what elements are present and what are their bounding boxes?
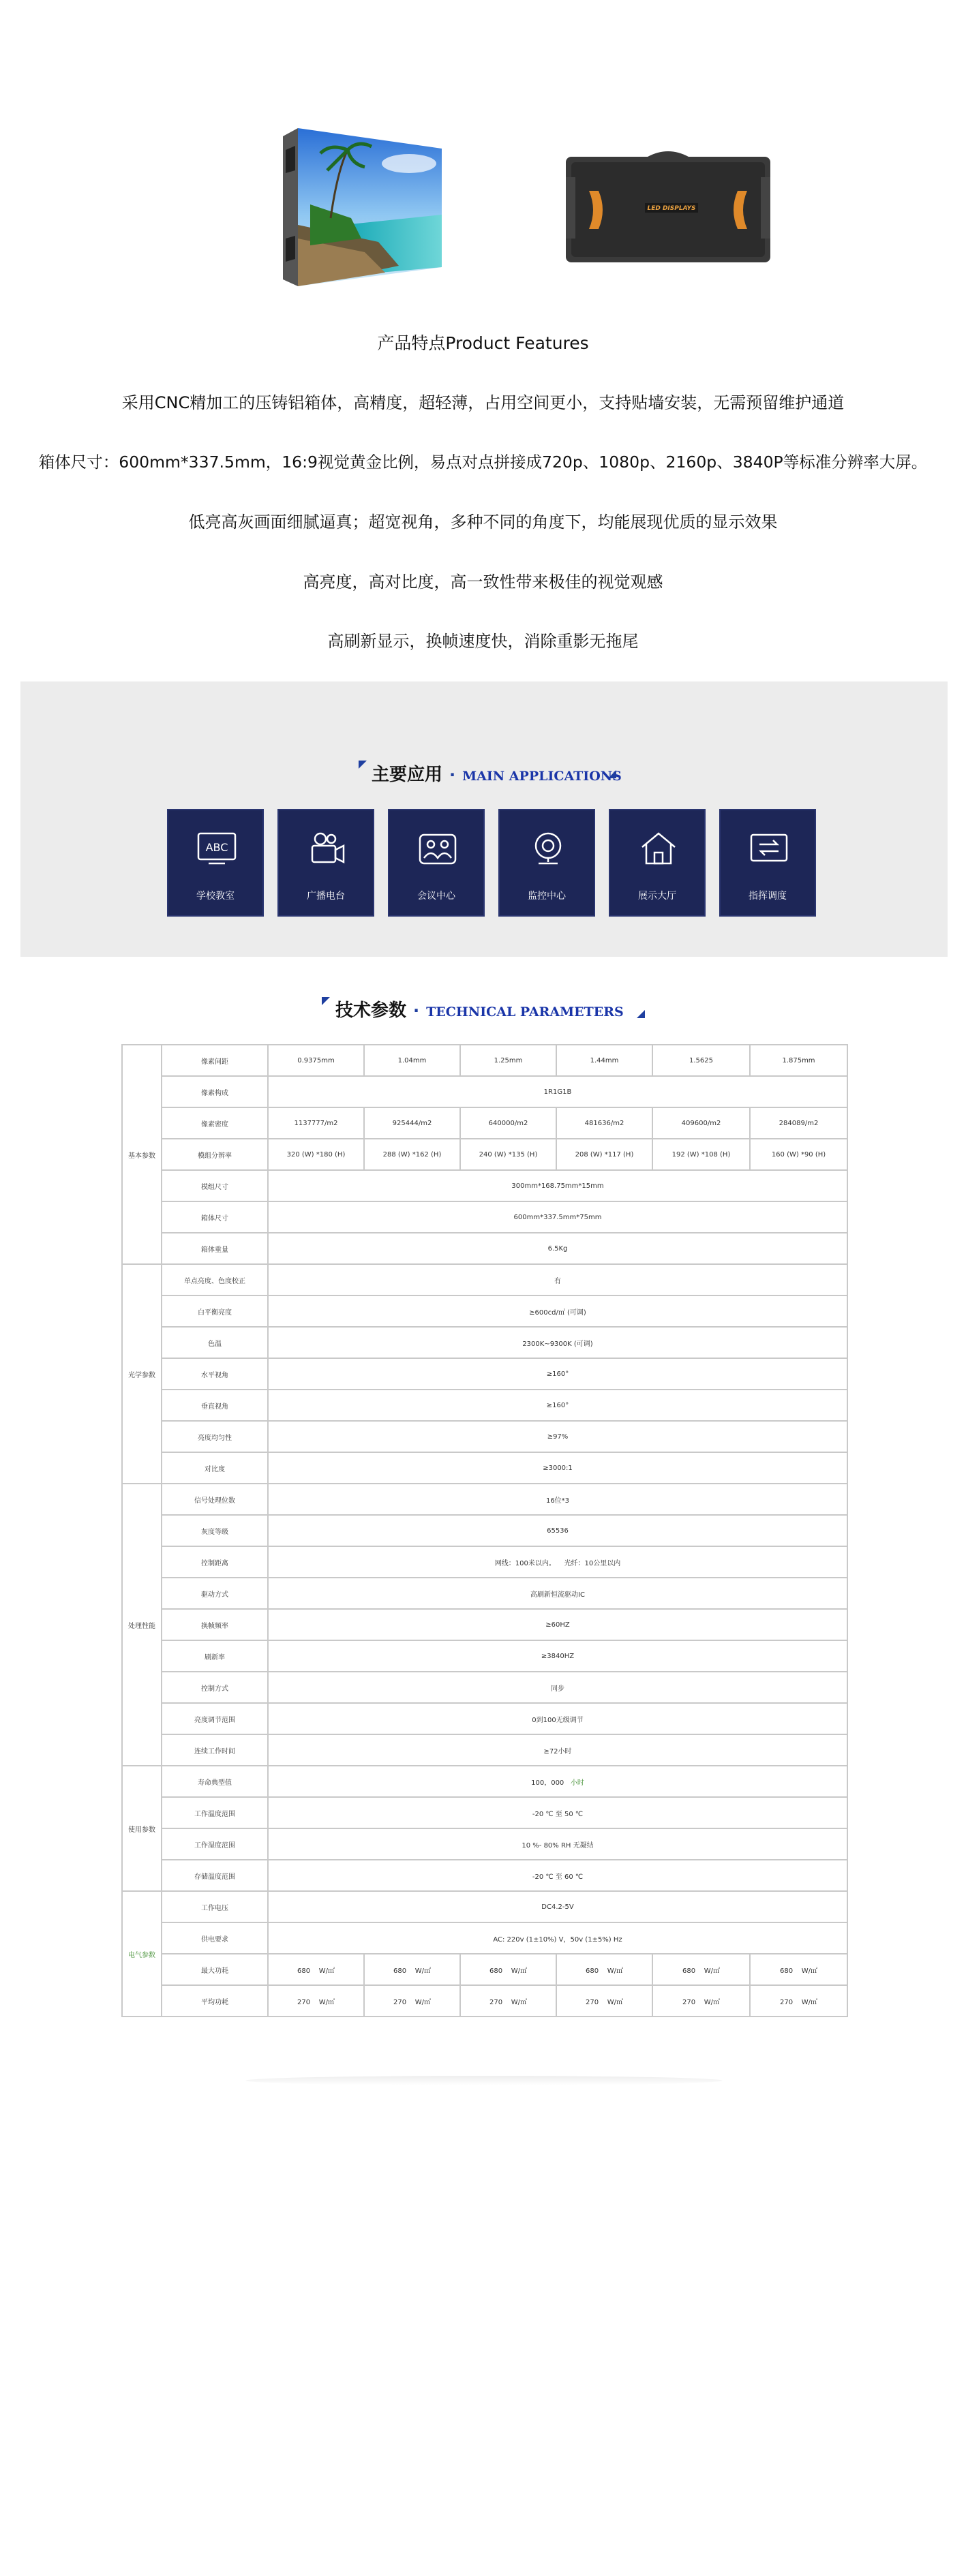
table-cell: 1.04mm xyxy=(364,1045,460,1076)
table-cell: ≥3000:1 xyxy=(268,1452,847,1484)
table-cell: ≥3840HZ xyxy=(268,1640,847,1672)
table-cell: 同步 xyxy=(268,1672,847,1703)
table-cell: -20 ℃ 至 50 ℃ xyxy=(268,1797,847,1828)
table-row xyxy=(122,1578,847,1609)
app-tile-exhibition[interactable] xyxy=(609,809,706,917)
table-cell: 288 (W) *162 (H) xyxy=(364,1139,460,1170)
param-label: 存储温度范围 xyxy=(162,1860,268,1891)
table-cell: 192 (W) *108 (H) xyxy=(652,1139,750,1170)
table-row xyxy=(122,1828,847,1860)
table-cell: 240 (W) *135 (H) xyxy=(460,1139,556,1170)
spec-table xyxy=(121,1044,848,2017)
cabinet-back-logo: LED DISPLAYS xyxy=(647,205,696,212)
param-label: 供电要求 xyxy=(162,1922,268,1954)
app-label-command: 指挥调度 xyxy=(749,891,787,902)
applications-title-cn: 主要应用 xyxy=(372,765,443,785)
table-row xyxy=(122,1860,847,1891)
table-row xyxy=(122,1045,847,1076)
table-row xyxy=(122,1922,847,1954)
category-processing: 处理性能 xyxy=(122,1484,162,1766)
table-row xyxy=(122,1452,847,1484)
table-cell: 640000/m2 xyxy=(460,1107,556,1139)
table-shadow xyxy=(245,2076,723,2085)
table-cell: 65536 xyxy=(268,1515,847,1546)
param-label: 像素密度 xyxy=(162,1107,268,1139)
param-label: 控制方式 xyxy=(162,1672,268,1703)
table-cell: 680 W/㎡ xyxy=(652,1954,750,1985)
param-label: 灰度等级 xyxy=(162,1515,268,1546)
front-cabinet-image xyxy=(283,123,443,290)
category-optical: 光学参数 xyxy=(122,1264,162,1484)
table-cell: 481636/m2 xyxy=(556,1107,652,1139)
param-label: 模组分辨率 xyxy=(162,1139,268,1170)
table-cell: 270 W/㎡ xyxy=(268,1985,364,2017)
applications-title-corner-icon xyxy=(359,761,367,769)
table-cell: ≥60HZ xyxy=(268,1609,847,1640)
table-cell: -20 ℃ 至 60 ℃ xyxy=(268,1860,847,1891)
table-cell: 270 W/㎡ xyxy=(556,1985,652,2017)
table-cell: ≥160° xyxy=(268,1390,847,1421)
table-cell: ≥160° xyxy=(268,1358,847,1390)
table-row xyxy=(122,1672,847,1703)
table-cell: 1R1G1B xyxy=(268,1076,847,1107)
params-title-corner-icon-right xyxy=(637,1010,645,1018)
param-label: 箱体尺寸 xyxy=(162,1201,268,1233)
param-label: 换帧频率 xyxy=(162,1609,268,1640)
table-row xyxy=(122,1390,847,1421)
table-cell: 2300K~9300K (可调) xyxy=(268,1327,847,1358)
table-cell: 680 W/㎡ xyxy=(364,1954,460,1985)
table-row xyxy=(122,1264,847,1295)
table-cell: 10 %- 80% RH 无凝结 xyxy=(268,1828,847,1860)
table-cell: 208 (W) *117 (H) xyxy=(556,1139,652,1170)
table-row xyxy=(122,1139,847,1170)
meeting-icon xyxy=(417,831,458,866)
category-electrical: 电气参数 xyxy=(122,1891,162,2017)
table-row xyxy=(122,1421,847,1452)
param-label: 白平衡亮度 xyxy=(162,1295,268,1327)
applications-title-dot: · xyxy=(449,765,456,784)
param-label: 最大功耗 xyxy=(162,1954,268,1985)
param-label: 亮度均匀性 xyxy=(162,1421,268,1452)
table-cell: ≥97% xyxy=(268,1421,847,1452)
table-row xyxy=(122,1640,847,1672)
features-title: 产品特点Product Features xyxy=(377,333,589,353)
params-title-dot: · xyxy=(413,1001,420,1020)
param-label: 亮度调节范围 xyxy=(162,1703,268,1734)
cabinet-back-image xyxy=(566,150,770,269)
lifetime-unit: 小时 xyxy=(570,1779,584,1787)
feature-line-1: 采用CNC精加工的压铸铝箱体，高精度，超轻薄，占用空间更小，支持贴墙安装，无需预留维护通道 xyxy=(121,393,845,412)
param-label: 色温 xyxy=(162,1327,268,1358)
table-cell: 270 W/㎡ xyxy=(750,1985,847,2017)
table-row xyxy=(122,1734,847,1766)
table-row xyxy=(122,1891,847,1922)
table-cell: ≥72小时 xyxy=(268,1734,847,1766)
table-row xyxy=(122,1703,847,1734)
app-tile-command[interactable] xyxy=(719,809,816,917)
table-cell: 680 W/㎡ xyxy=(750,1954,847,1985)
table-cell xyxy=(268,1766,847,1797)
table-cell: 0到100无级调节 xyxy=(268,1703,847,1734)
param-label: 控制距离 xyxy=(162,1546,268,1578)
param-label: 信号处理位数 xyxy=(162,1484,268,1515)
table-cell: 320 (W) *180 (H) xyxy=(268,1139,364,1170)
table-row xyxy=(122,1170,847,1201)
feature-line-4: 高亮度，高对比度，高一致性带来极佳的视觉观感 xyxy=(303,572,663,592)
table-cell: ≥600cd/㎡ (可调) xyxy=(268,1295,847,1327)
param-label: 工作电压 xyxy=(162,1891,268,1922)
table-cell: 有 xyxy=(268,1264,847,1295)
table-cell: 680 W/㎡ xyxy=(460,1954,556,1985)
abc-board-icon xyxy=(196,831,237,866)
table-cell: 1.875mm xyxy=(750,1045,847,1076)
app-tile-monitoring[interactable] xyxy=(498,809,595,917)
table-cell: 284089/m2 xyxy=(750,1107,847,1139)
table-cell: 16位*3 xyxy=(268,1484,847,1515)
param-label: 模组尺寸 xyxy=(162,1170,268,1201)
table-cell: 680 W/㎡ xyxy=(268,1954,364,1985)
param-label: 寿命典型值 xyxy=(162,1766,268,1797)
table-row xyxy=(122,1609,847,1640)
screen-switch-icon xyxy=(749,831,789,866)
applications-section xyxy=(20,681,948,957)
table-cell: 300mm*168.75mm*15mm xyxy=(268,1170,847,1201)
table-row xyxy=(122,1797,847,1828)
abc-icon-text: ABC xyxy=(205,841,228,854)
table-cell: 270 W/㎡ xyxy=(364,1985,460,2017)
table-row xyxy=(122,1766,847,1797)
param-label: 水平视角 xyxy=(162,1358,268,1390)
feature-line-3: 低亮高灰画面细腻逼真；超宽视角，多种不同的角度下，均能展现优质的显示效果 xyxy=(188,512,778,532)
video-camera-icon xyxy=(307,831,348,866)
applications-title-corner-icon-right xyxy=(608,770,616,778)
params-title-cn: 技术参数 xyxy=(335,1000,407,1021)
table-cell: 6.5Kg xyxy=(268,1233,847,1264)
table-cell: DC4.2-5V xyxy=(268,1891,847,1922)
table-row xyxy=(122,1233,847,1264)
table-cell: 1.25mm xyxy=(460,1045,556,1076)
app-label-monitoring: 监控中心 xyxy=(528,891,566,902)
lifetime-value: 100，000 xyxy=(531,1779,564,1787)
app-label-exhibition: 展示大厅 xyxy=(638,891,676,902)
table-row xyxy=(122,1076,847,1107)
table-cell: 160 (W) *90 (H) xyxy=(750,1139,847,1170)
table-cell: AC: 220v (1±10%) V，50v (1±5%) Hz xyxy=(268,1922,847,1954)
table-cell: 1.44mm xyxy=(556,1045,652,1076)
app-label-classroom: 学校教室 xyxy=(196,891,235,902)
table-row xyxy=(122,1484,847,1515)
params-title-corner-icon xyxy=(322,997,330,1005)
param-label: 垂直视角 xyxy=(162,1390,268,1421)
table-row xyxy=(122,1954,847,1985)
param-label: 箱体重量 xyxy=(162,1233,268,1264)
table-row xyxy=(122,1358,847,1390)
feature-line-2: 箱体尺寸：600mm*337.5mm，16:9视觉黄金比例，易点对点拼接成720p、1080p、2160p、3840P等标准分辨率大屏。 xyxy=(38,453,928,472)
applications-title xyxy=(372,761,622,786)
table-row xyxy=(122,1515,847,1546)
param-label: 刷新率 xyxy=(162,1640,268,1672)
table-row xyxy=(122,1546,847,1578)
table-cell: 网线：100米以内。 光纤：10公里以内 xyxy=(268,1546,847,1578)
table-row xyxy=(122,1985,847,2017)
params-title xyxy=(335,996,624,1022)
app-label-broadcast: 广播电台 xyxy=(307,891,345,902)
table-cell: 600mm*337.5mm*75mm xyxy=(268,1201,847,1233)
feature-line-5: 高刷新显示，换帧速度快，消除重影无拖尾 xyxy=(327,632,639,651)
table-cell: 409600/m2 xyxy=(652,1107,750,1139)
category-usage: 使用参数 xyxy=(122,1766,162,1891)
table-row xyxy=(122,1107,847,1139)
category-basic: 基本参数 xyxy=(122,1045,162,1264)
table-row xyxy=(122,1327,847,1358)
param-label: 驱动方式 xyxy=(162,1578,268,1609)
applications-title-en: MAIN APPLICATIONS xyxy=(462,769,622,784)
app-tile-conference[interactable] xyxy=(388,809,485,917)
table-cell: 高刷新恒流驱动IC xyxy=(268,1578,847,1609)
param-label: 平均功耗 xyxy=(162,1985,268,2017)
table-row xyxy=(122,1201,847,1233)
param-label: 工作湿度范围 xyxy=(162,1828,268,1860)
table-cell: 680 W/㎡ xyxy=(556,1954,652,1985)
house-icon xyxy=(638,831,679,866)
app-tile-broadcast[interactable] xyxy=(277,809,374,917)
param-label: 单点亮度、色度校正 xyxy=(162,1264,268,1295)
table-cell: 925444/m2 xyxy=(364,1107,460,1139)
param-label: 像素间距 xyxy=(162,1045,268,1076)
table-cell: 1137777/m2 xyxy=(268,1107,364,1139)
param-label: 像素构成 xyxy=(162,1076,268,1107)
param-label: 对比度 xyxy=(162,1452,268,1484)
table-cell: 1.5625 xyxy=(652,1045,750,1076)
webcam-icon xyxy=(528,831,569,866)
table-cell: 270 W/㎡ xyxy=(652,1985,750,2017)
table-row xyxy=(122,1295,847,1327)
table-cell: 0.9375mm xyxy=(268,1045,364,1076)
app-tile-classroom[interactable] xyxy=(167,809,264,917)
param-label: 工作温度范围 xyxy=(162,1797,268,1828)
app-label-conference: 会议中心 xyxy=(417,891,455,902)
param-label: 连续工作时间 xyxy=(162,1734,268,1766)
table-cell: 270 W/㎡ xyxy=(460,1985,556,2017)
params-title-en: TECHNICAL PARAMETERS xyxy=(426,1005,624,1019)
